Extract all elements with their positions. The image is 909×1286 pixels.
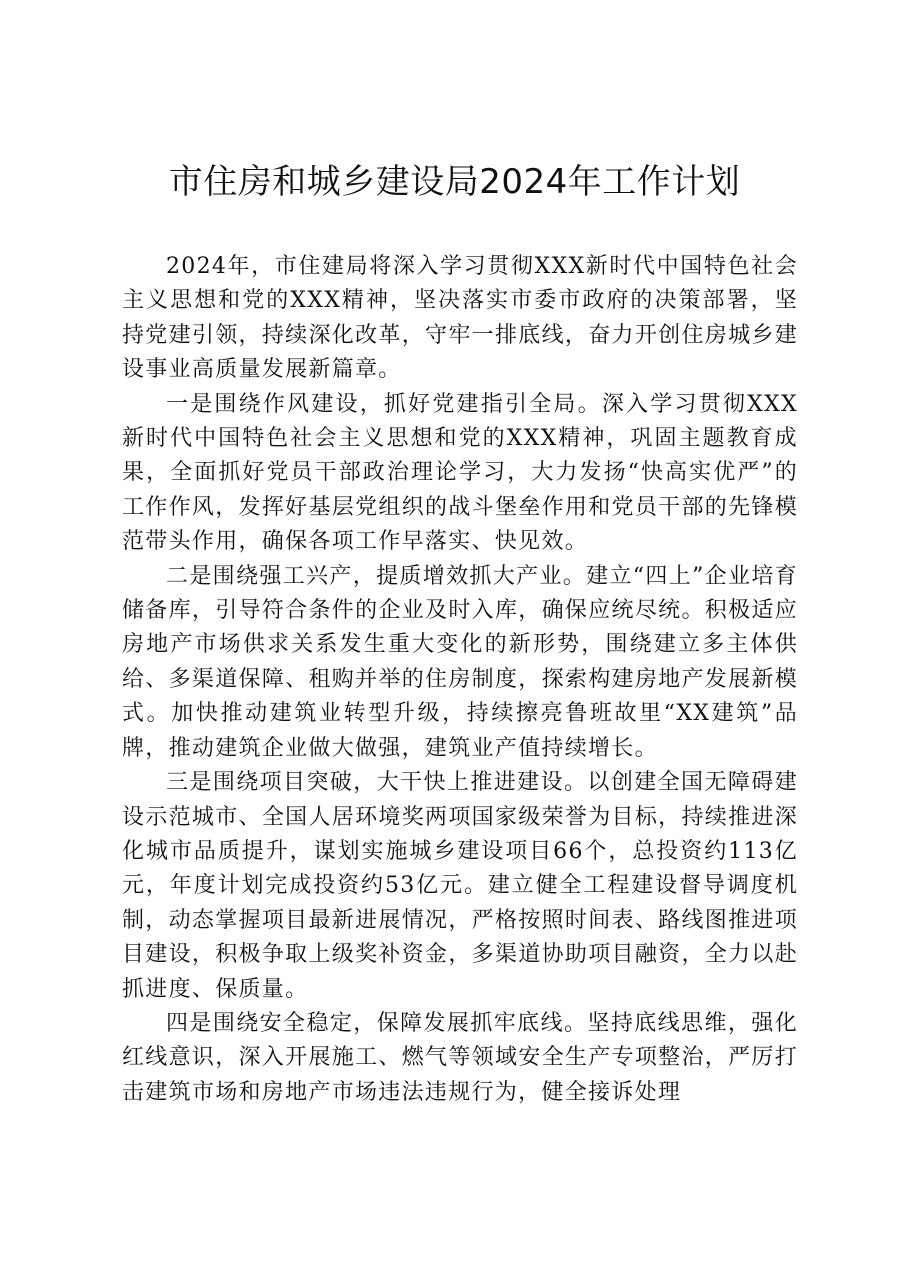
paragraph-safety: 四是围绕安全稳定，保障发展抓牢底线。坚持底线思维，强化红线意识，深入开展施工、燃气等领域安全生产专项整治，严厉打击建筑市场和房地产市场违法违规行为，健全接诉处理	[122, 1010, 798, 1105]
paragraph-work-style: 一是围绕作风建设，抓好党建指引全局。深入学习贯彻XXX新时代中国特色社会主义思想和党的XXX精神，巩固主题教育成果，全面抓好党员干部政治理论学习，大力发扬“快高实优严”的工作作风，发挥好基层党组织的战斗堡垒作用和党员干部的先锋模范带头作用，确保各项工作早落实、快见效。	[122, 391, 798, 555]
paragraph-industry: 二是围绕强工兴产，提质增效抓大产业。建立“四上”企业培育储备库，引导符合条件的企业及时入库，确保应统尽统。积极适应房地产市场供求关系发生重大变化的新形势，围绕建立多主体供给、多渠道保障、租购并举的住房制度，探索构建房地产发展新模式。加快推动建筑业转型升级，持续擦亮鲁班故里“XX建筑”品牌，推动建筑企业做大做强，建筑业产值持续增长。	[122, 563, 798, 761]
document-title: 市住房和城乡建设局2024年工作计划	[168, 162, 741, 202]
document-body	[122, 250, 798, 1110]
paragraph-projects: 三是围绕项目突破，大干快上推进建设。以创建全国无障碍建设示范城市、全国人居环境奖两项国家级荣誉为目标，持续推进深化城市品质提升，谋划实施城乡建设项目66个，总投资约113亿元，年度计划完成投资约53亿元。建立健全工程建设督导调度机制，动态掌握项目最新进展情况，严格按照时间表、路线图推进项目建设，积极争取上级奖补资金，多渠道协助项目融资，全力以赴抓进度、保质量。	[122, 770, 798, 1002]
paragraph-intro: 2024年，市住建局将深入学习贯彻XXX新时代中国特色社会主义思想和党的XXX精神，坚决落实市委市政府的决策部署，坚持党建引领，持续深化改革，守牢一排底线，奋力开创住房城乡建设事业高质量发展新篇章。	[122, 254, 798, 383]
